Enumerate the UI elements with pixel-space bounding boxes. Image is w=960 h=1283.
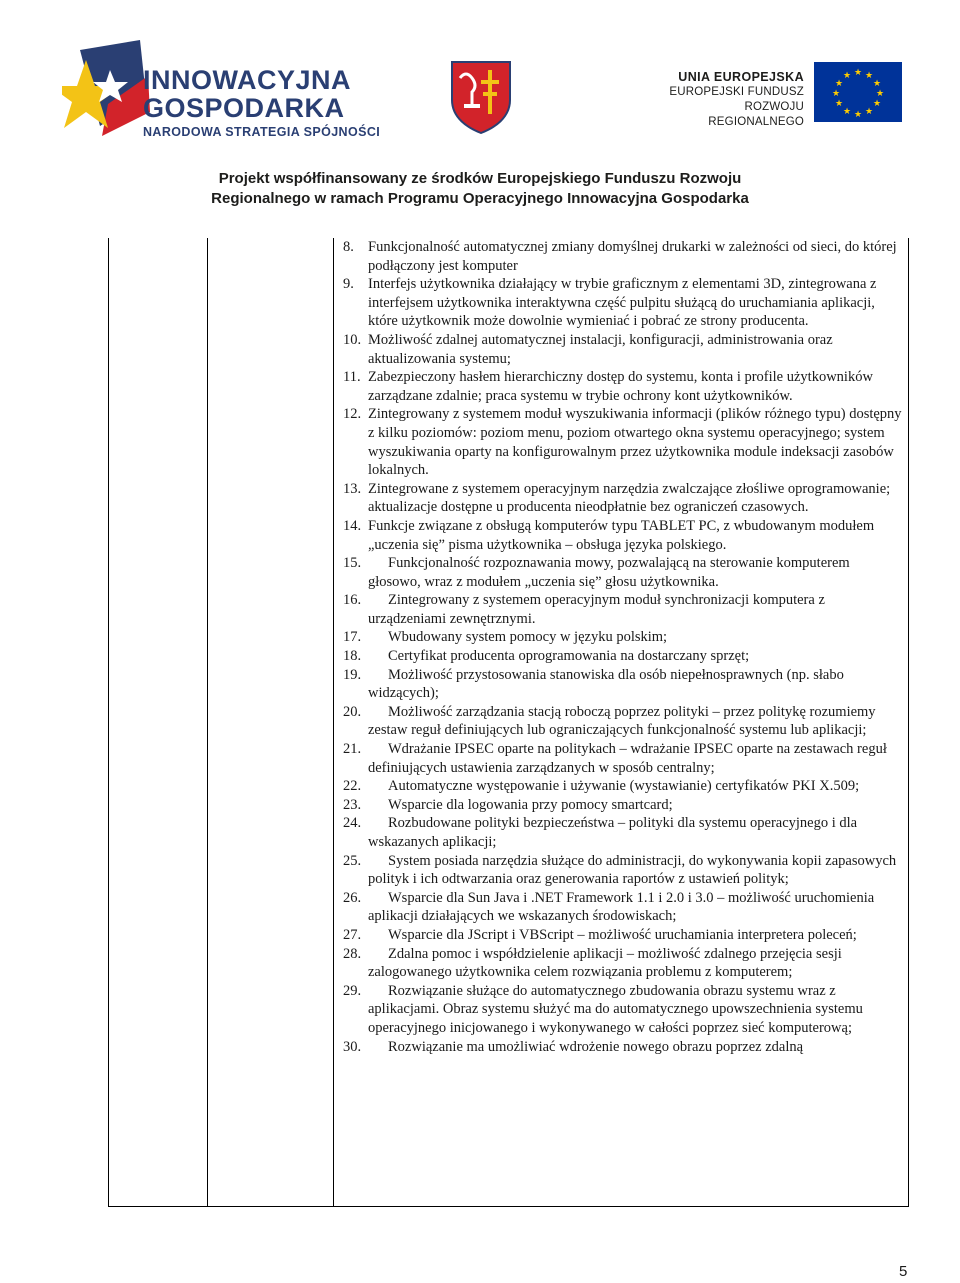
project-note-line1: Projekt współfinansowany ze środków Europejskiego Funduszu Rozwoju xyxy=(218,170,742,187)
list-item xyxy=(343,945,905,982)
eu-wordmark xyxy=(650,69,804,130)
list-item-number: 23. xyxy=(343,796,362,813)
list-item xyxy=(343,647,905,666)
list-item-text: Możliwość zarządzania stacją roboczą poprzez polityki – przez politykę rozumiemy zestaw reguł definiujących lub ograniczających funkcjonalność systemu lub aplikacji; xyxy=(368,703,876,739)
list-item-text: Certyfikat producenta oprogramowania na dostarczany sprzęt; xyxy=(388,648,750,665)
requirements-list xyxy=(343,238,905,1056)
svg-text:★: ★ xyxy=(831,89,841,99)
list-item-text: Funkcjonalność rozpoznawania mowy, pozwalającą na sterowanie komputerem głosowo, wraz z modułem „uczenia się” głosu użytkownika. xyxy=(368,555,850,590)
list-item-text: Zintegrowane z systemem operacyjnym narzędzia zwalczające złośliwe oprogramowanie; aktualizacje dostępne u producenta nieodpłatnie bez ograniczeń czasowych. xyxy=(368,480,891,516)
list-item xyxy=(343,275,905,331)
list-item-number: 22. xyxy=(343,778,362,795)
list-item xyxy=(343,796,905,815)
svg-text:★: ★ xyxy=(853,68,863,78)
innowacyjna-gospodarka-wordmark xyxy=(143,66,380,139)
list-item xyxy=(343,628,905,647)
list-item-text: Rozwiązanie służące do automatycznego zbudowania obrazu systemu wraz z aplikacjami. Obraz systemu służyć ma do automatycznego upowszechnienia systemu operacyjnego inicjowanego i wykonywanego w całości poprzez sieć komputerową; xyxy=(368,982,863,1036)
list-item-number: 16. xyxy=(343,592,362,609)
coat-of-arms-icon xyxy=(450,60,512,134)
list-item-number: 28. xyxy=(343,945,362,962)
list-item-text: Wsparcie dla logowania przy pomocy smartcard; xyxy=(388,796,673,813)
list-item-text: Możliwość zdalnej automatycznej instalacji, konfiguracji, administrowania oraz aktualizowania systemu; xyxy=(368,331,833,367)
list-item-number: 25. xyxy=(343,852,362,869)
innowacyjna-gospodarka-star-logo-icon xyxy=(62,40,152,136)
table-border-right xyxy=(908,238,909,1207)
list-item-text: Funkcjonalność automatycznej zmiany domyślnej drukarki w zależności od sieci, do której podłączony jest komputer xyxy=(368,239,897,274)
table-border-left xyxy=(108,238,109,1207)
list-item-number: 14. xyxy=(343,517,362,534)
list-item xyxy=(343,517,905,554)
list-item-number: 20. xyxy=(343,703,362,720)
eu-logo-line1: UNIA EUROPEJSKA xyxy=(678,70,804,84)
list-item-number: 27. xyxy=(343,926,362,943)
table-divider-1 xyxy=(207,238,208,1207)
svg-text:★: ★ xyxy=(853,110,863,120)
list-item xyxy=(343,1038,905,1057)
page-number: 5 xyxy=(899,1263,908,1280)
list-item-text: Wdrażanie IPSEC oparte na politykach – wdrażanie IPSEC oparte na zestawach reguł definiujących ustawienia zarządzanych w sposób centralny; xyxy=(368,741,887,776)
svg-text:★: ★ xyxy=(864,107,874,117)
svg-text:★: ★ xyxy=(842,71,852,81)
list-item xyxy=(343,814,905,851)
ig-logo-line3: NARODOWA STRATEGIA SPÓJNOŚCI xyxy=(143,125,381,139)
list-item xyxy=(343,238,905,275)
svg-text:★: ★ xyxy=(872,79,882,89)
list-item-text: Wsparcie dla JScript i VBScript – możliwość uruchamiania interpretera poleceń; xyxy=(388,926,857,943)
list-item xyxy=(343,666,905,703)
svg-text:★: ★ xyxy=(872,99,882,109)
list-item xyxy=(343,703,905,740)
list-item xyxy=(343,889,905,926)
list-item-text: Możliwość przystosowania stanowiska dla osób niepełnosprawnych (np. słabo widzących); xyxy=(368,666,844,702)
svg-text:★: ★ xyxy=(834,99,844,109)
svg-text:★: ★ xyxy=(875,89,885,99)
list-item-text: Rozbudowane polityki bezpieczeństwa – polityki dla systemu operacyjnego i dla wskazanych aplikacji; xyxy=(368,815,858,850)
list-item-number: 26. xyxy=(343,889,362,906)
list-item-number: 21. xyxy=(343,741,362,758)
list-item-text: System posiada narzędzia służące do administracji, do wykonywania kopii zapasowych polityk i ich odtwarzania oraz generowania raportów z ustawień polityk; xyxy=(368,852,897,888)
list-item-text: Rozwiązanie ma umożliwiać wdrożenie nowego obrazu poprzez zdalną xyxy=(388,1038,804,1055)
list-item-number: 12. xyxy=(343,406,362,423)
list-item-number: 11. xyxy=(343,369,361,386)
list-item xyxy=(343,852,905,889)
list-item-number: 24. xyxy=(343,815,362,832)
list-item-number: 30. xyxy=(343,1038,362,1055)
list-item-number: 8. xyxy=(343,239,354,255)
list-item xyxy=(343,331,905,368)
list-item-text: Funkcje związane z obsługą komputerów typu TABLET PC, z wbudowanym modułem „uczenia się” pisma użytkownika – obsługa języka polskiego. xyxy=(368,517,875,553)
list-item-number: 18. xyxy=(343,648,362,665)
list-item xyxy=(343,777,905,796)
list-item xyxy=(343,740,905,777)
list-item-text: Wbudowany system pomocy w języku polskim; xyxy=(388,629,668,646)
list-item-text: Automatyczne występowanie i używanie (wystawianie) certyfikatów PKI X.509; xyxy=(388,778,860,795)
eu-logo-line2: EUROPEJSKI FUNDUSZ xyxy=(669,86,804,98)
list-item xyxy=(343,591,905,628)
project-cofinancing-note xyxy=(0,169,960,209)
list-item-text: Interfejs użytkownika działający w trybie graficznym z elementami 3D, zintegrowana z interfejsem użytkownika interaktywna część pulpitu służącą do uruchamiania aplikacji, które użytkownik może dowolnie wymieniać i pobrać ze strony producenta. xyxy=(368,276,877,330)
list-item-number: 19. xyxy=(343,666,362,683)
svg-text:★: ★ xyxy=(842,107,852,117)
eu-flag-icon xyxy=(814,62,902,122)
list-item-number: 9. xyxy=(343,276,354,293)
list-item-text: Zabezpieczony hasłem hierarchiczny dostęp do systemu, konta i profile użytkowników zarządzane zdalnie; praca systemu w trybie ochrony kont użytkowników. xyxy=(368,369,873,404)
list-item-number: 15. xyxy=(343,555,362,572)
list-item-number: 17. xyxy=(343,629,362,646)
eu-logo-line3: ROZWOJU REGIONALNEGO xyxy=(708,101,804,128)
list-item-number: 13. xyxy=(343,480,362,497)
list-item xyxy=(343,982,905,1038)
list-item-number: 29. xyxy=(343,982,362,999)
list-item-text: Zintegrowany z systemem moduł wyszukiwania informacji (plików różnego typu) dostępny z kilku poziomów: poziom menu, poziom otwartego okna systemu operacyjnego; system wyszukiwania oparty na konfigurowalnym przez użytkownika module indeksacji zasobów lokalnych. xyxy=(368,406,902,479)
table-divider-2 xyxy=(333,238,334,1207)
list-item xyxy=(343,926,905,945)
list-item xyxy=(343,368,905,405)
table-border-bottom xyxy=(108,1206,909,1207)
list-item-number: 10. xyxy=(343,331,362,348)
ig-logo-line1: INNOWACYJNA xyxy=(143,65,352,95)
list-item xyxy=(343,405,905,479)
svg-text:★: ★ xyxy=(834,79,844,89)
list-item xyxy=(343,480,905,517)
list-item-text: Zdalna pomoc i współdzielenie aplikacji – możliwość zdalnego przejęcia sesji zalogowanego użytkownika celem rozwiązania problemu z komputerem; xyxy=(368,945,842,981)
list-item-text: Zintegrowany z systemem operacyjnym moduł synchronizacji komputera z urządzeniami zewnętrznymi. xyxy=(368,592,825,627)
list-item xyxy=(343,554,905,591)
document-header xyxy=(0,0,960,232)
project-note-line2: Regionalnego w ramach Programu Operacyjnego Innowacyjna Gospodarka xyxy=(211,190,749,207)
svg-text:★: ★ xyxy=(864,71,874,81)
ig-logo-line2: GOSPODARKA xyxy=(143,93,345,123)
list-item-text: Wsparcie dla Sun Java i .NET Framework 1.1 i 2.0 i 3.0 – możliwość uruchomienia aplikacji działających we wskazanych środowiskach; xyxy=(368,889,875,925)
